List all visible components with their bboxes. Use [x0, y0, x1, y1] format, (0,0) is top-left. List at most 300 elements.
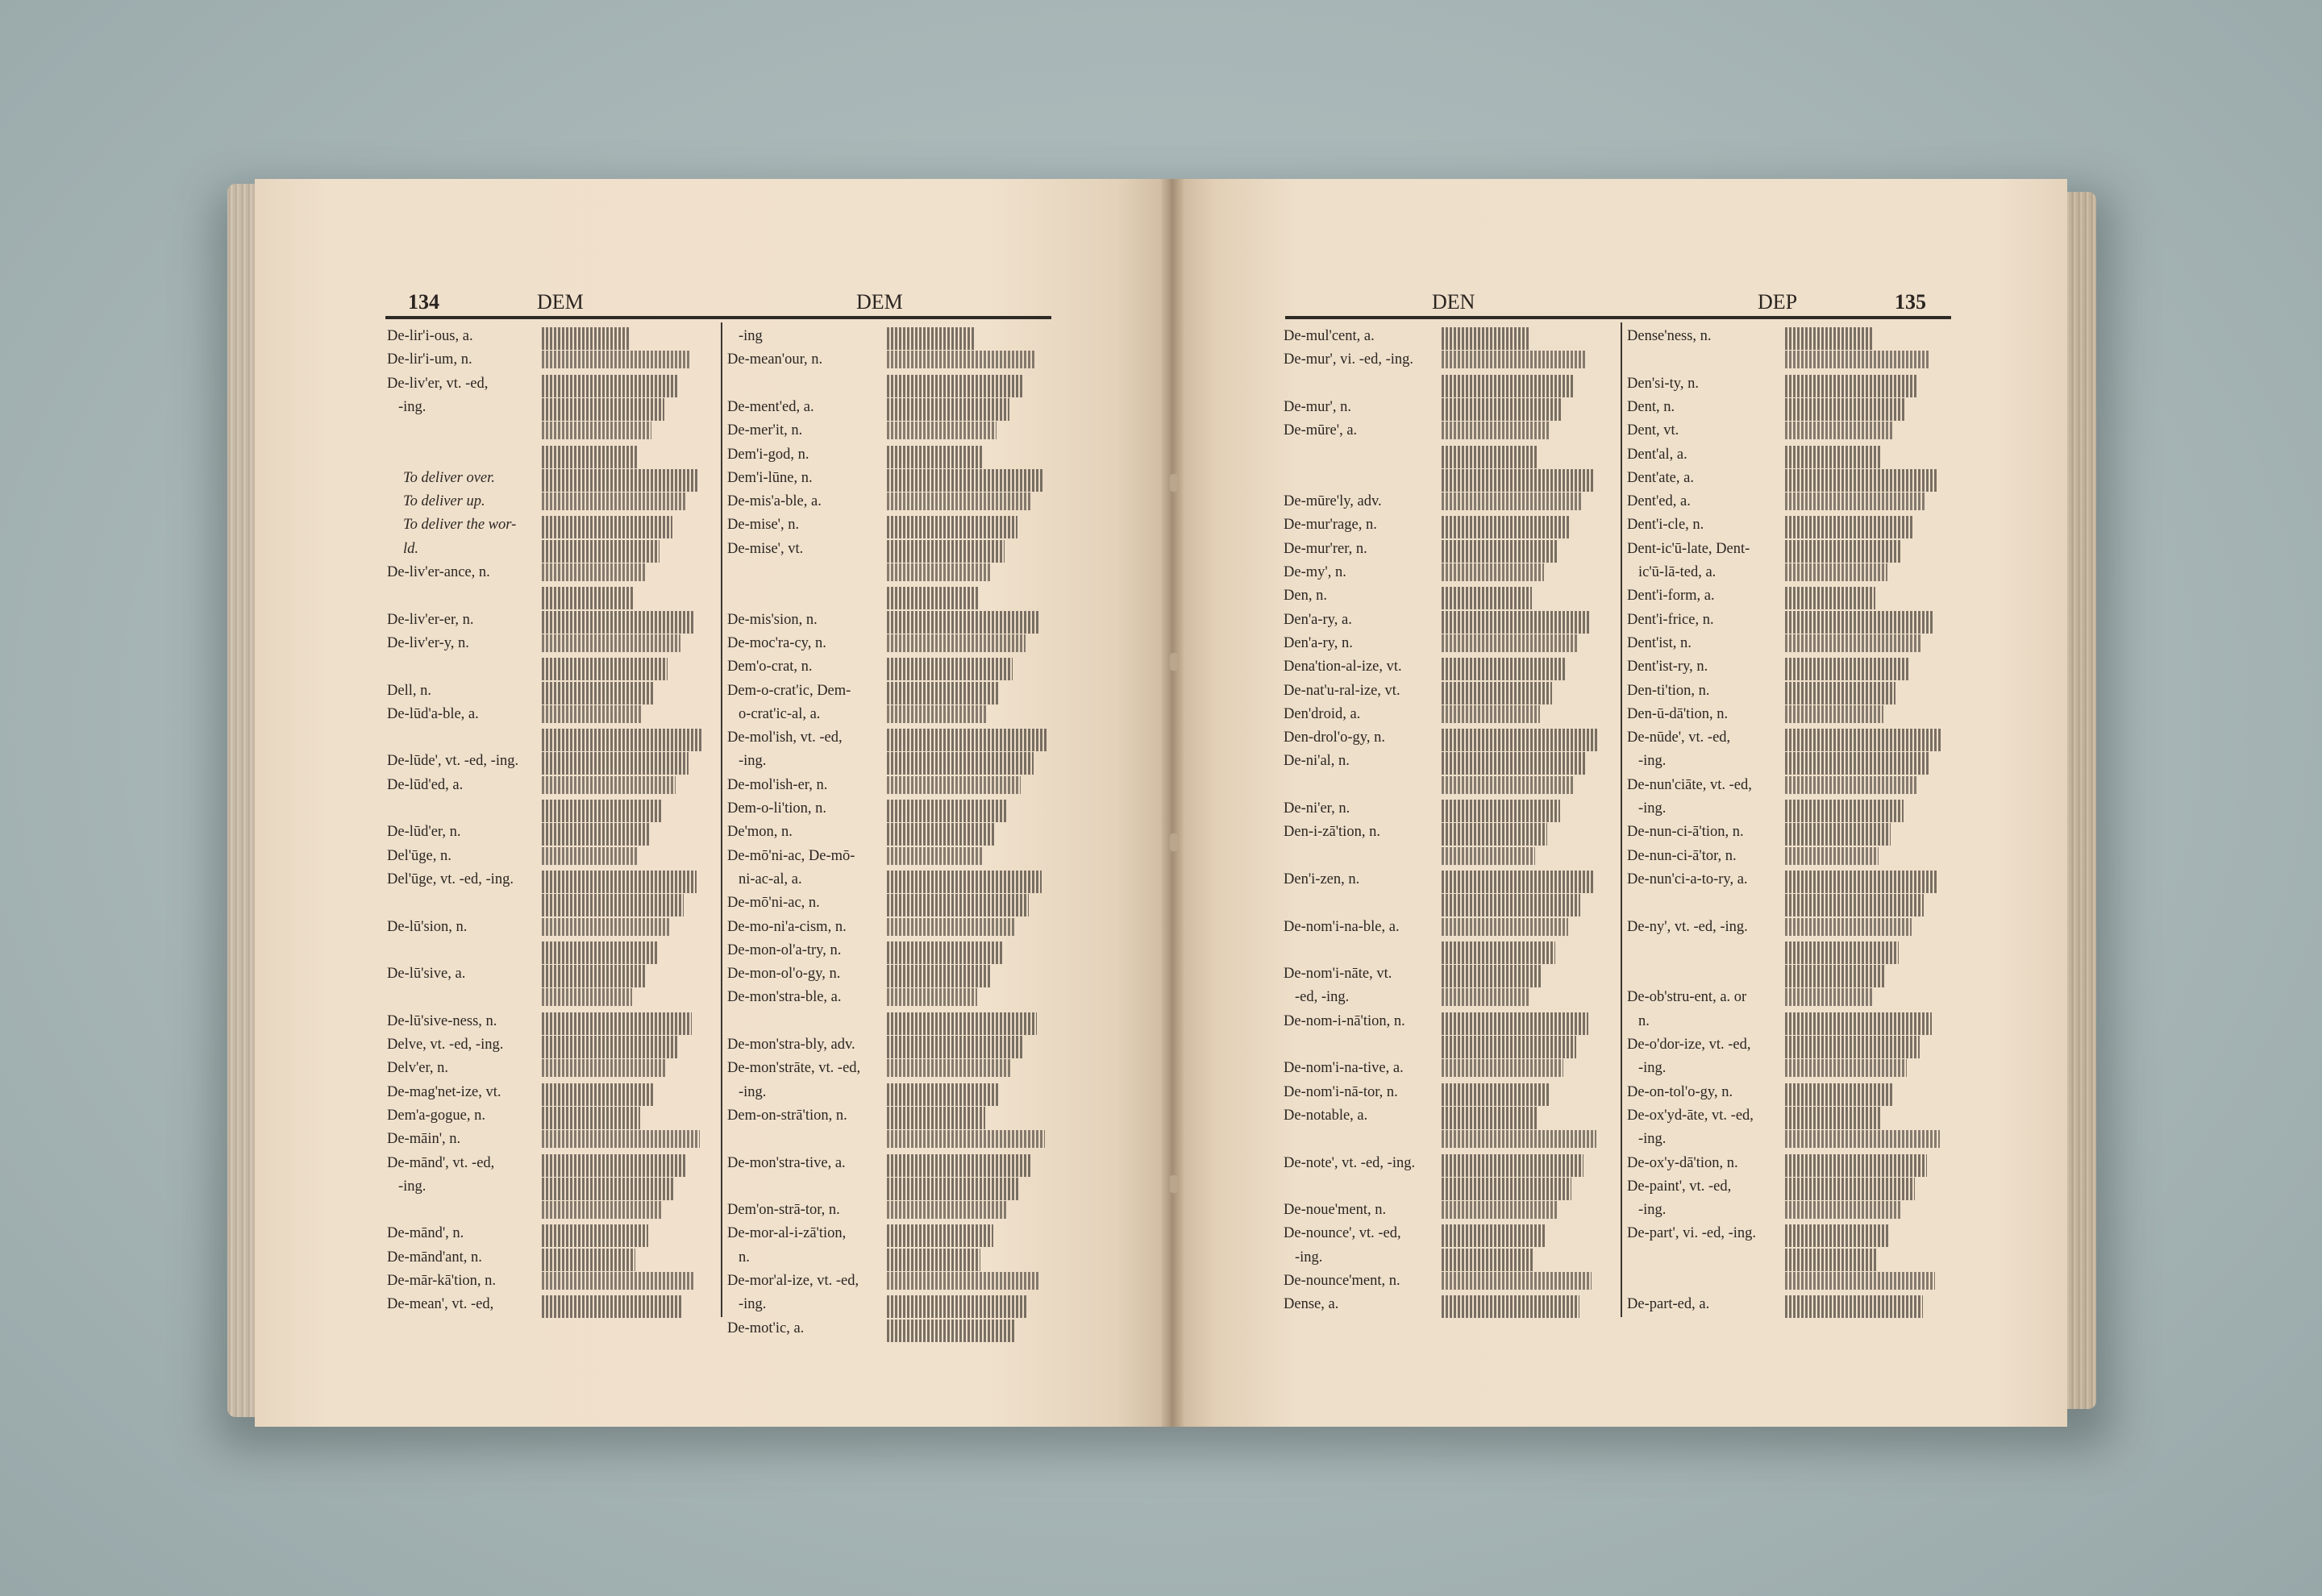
japanese-gloss-block	[1785, 516, 1913, 538]
book-gutter	[1161, 179, 1184, 1427]
headword: -ing.	[1295, 1249, 1323, 1266]
japanese-gloss-block	[887, 422, 997, 439]
headword: Dem'i-lūne, n.	[727, 469, 813, 486]
dictionary-entry	[727, 1201, 1058, 1224]
dictionary-entry	[1627, 894, 1958, 917]
headword: De-mon'strāte, vt. -ed,	[727, 1060, 861, 1077]
japanese-gloss-block	[1442, 682, 1552, 704]
header-rule-right	[1285, 316, 1951, 319]
headword: De-ni'al, n.	[1284, 753, 1350, 770]
dictionary-entry	[387, 705, 718, 729]
dictionary-entry	[387, 563, 718, 587]
dictionary-entry	[1284, 634, 1614, 658]
japanese-gloss-block	[1785, 398, 1905, 421]
headword: -ing.	[398, 1178, 427, 1195]
japanese-gloss-block	[1442, 729, 1598, 751]
japanese-gloss-block	[1785, 965, 1886, 987]
headword: Den, n.	[1284, 588, 1327, 605]
dictionary-entry	[727, 658, 1058, 681]
headword: n.	[1638, 1012, 1650, 1029]
dictionary-entry	[1284, 941, 1614, 965]
japanese-gloss-block	[542, 422, 651, 439]
japanese-gloss-block	[1785, 1224, 1889, 1247]
dictionary-entry	[387, 446, 718, 469]
japanese-gloss-block	[887, 1059, 1011, 1077]
dictionary-entry	[387, 1154, 718, 1178]
dictionary-entry	[1284, 587, 1614, 610]
dictionary-entry	[727, 800, 1058, 823]
dictionary-entry	[387, 1178, 718, 1201]
dictionary-entry	[1284, 1130, 1614, 1153]
japanese-gloss-block	[542, 1272, 695, 1290]
dictionary-entry	[727, 516, 1058, 539]
japanese-gloss-block	[542, 1083, 653, 1106]
headword: De-lūd'er, n.	[387, 824, 461, 841]
dictionary-entry	[727, 1154, 1058, 1178]
dictionary-entry	[1627, 1178, 1958, 1201]
dictionary-entry	[387, 800, 718, 823]
dictionary-entry	[727, 1320, 1058, 1343]
japanese-gloss-block	[1442, 469, 1595, 492]
dictionary-entry	[1284, 563, 1614, 587]
dictionary-entry	[1284, 776, 1614, 800]
japanese-gloss-block	[887, 918, 1016, 936]
japanese-gloss-block	[542, 894, 684, 916]
headword: De-mō'ni-ac, n.	[727, 895, 820, 912]
dictionary-entry	[387, 1059, 718, 1083]
headword: De-ni'er, n.	[1284, 800, 1350, 817]
headword: De-mānd', vt. -ed,	[387, 1154, 495, 1171]
dictionary-entry	[1627, 1201, 1958, 1224]
headword: De-ob'stru-ent, a. or	[1627, 989, 1747, 1006]
dictionary-entry	[1284, 1201, 1614, 1224]
dictionary-entry	[727, 1224, 1058, 1248]
japanese-gloss-block	[542, 375, 677, 397]
headword: De-mānd'ant, n.	[387, 1249, 482, 1266]
column-divider-left	[721, 322, 722, 1317]
dictionary-entry	[1284, 871, 1614, 894]
headword: -ing.	[739, 1083, 767, 1100]
japanese-gloss-block	[887, 682, 1000, 704]
japanese-gloss-block	[1442, 398, 1562, 421]
running-head-center-right: DEN	[1432, 290, 1475, 314]
headword: ni-ac-al, a.	[739, 871, 802, 887]
japanese-gloss-block	[1442, 493, 1582, 510]
japanese-gloss-block	[1785, 1178, 1915, 1200]
headword: De-mean'our, n.	[727, 351, 823, 368]
headword: De-mise', n.	[727, 517, 800, 534]
dictionary-entry	[727, 894, 1058, 917]
japanese-gloss-block	[542, 1249, 635, 1271]
japanese-gloss-block	[887, 1295, 1027, 1318]
japanese-gloss-block	[887, 800, 1008, 822]
dictionary-entry	[1627, 469, 1958, 493]
dictionary-entry	[1284, 422, 1614, 445]
japanese-gloss-block	[1442, 634, 1578, 652]
headword: De-mon'stra-ble, a.	[727, 989, 842, 1006]
headword: Den'droid, a.	[1284, 705, 1361, 722]
japanese-gloss-block	[1785, 658, 1908, 680]
japanese-gloss-block	[1442, 752, 1585, 775]
dictionary-entry	[1284, 1272, 1614, 1295]
japanese-gloss-block	[542, 800, 663, 822]
dictionary-entry	[1627, 1272, 1958, 1295]
japanese-gloss-block	[1785, 634, 1921, 652]
column-divider-right	[1621, 322, 1622, 1317]
headword: De-nun-ci-ā'tor, n.	[1627, 847, 1737, 864]
japanese-gloss-block	[1442, 1059, 1563, 1077]
headword: De-my', n.	[1284, 564, 1346, 580]
dictionary-entry	[387, 847, 718, 871]
japanese-gloss-block	[1442, 1012, 1588, 1035]
dictionary-entry	[727, 752, 1058, 775]
dictionary-entry	[387, 1130, 718, 1153]
headword: n.	[739, 1249, 750, 1266]
dictionary-entry	[727, 493, 1058, 516]
dictionary-entry	[387, 823, 718, 846]
headword: Dem-o-li'tion, n.	[727, 800, 827, 817]
headword: Dent'ist-ry, n.	[1627, 659, 1708, 675]
headword: De-liv'er-er, n.	[387, 611, 474, 628]
japanese-gloss-block	[542, 682, 655, 704]
headword: De-mis'a-ble, a.	[727, 493, 822, 510]
japanese-gloss-block	[1442, 1249, 1533, 1271]
japanese-gloss-block	[542, 540, 660, 563]
dictionary-entry	[1627, 871, 1958, 894]
running-head-center-left: DEM	[856, 290, 903, 314]
japanese-gloss-block	[887, 823, 995, 846]
headword: De-mūre'ly, adv.	[1284, 493, 1382, 510]
japanese-gloss-block	[887, 634, 1026, 652]
dictionary-entry	[387, 493, 718, 516]
dictionary-entry	[1627, 1249, 1958, 1272]
headword: Dem'a-gogue, n.	[387, 1107, 486, 1124]
dictionary-entry	[1627, 1036, 1958, 1059]
dictionary-entry	[1627, 1154, 1958, 1178]
headword: De-mānd', n.	[387, 1225, 464, 1242]
japanese-gloss-block	[1785, 351, 1930, 368]
japanese-gloss-block	[1785, 800, 1904, 822]
japanese-gloss-block	[1785, 1130, 1940, 1148]
dictionary-entry	[1627, 752, 1958, 775]
headword: De-notable, a.	[1284, 1107, 1368, 1124]
japanese-gloss-block	[1442, 351, 1587, 368]
headword: Dem-on-strā'tion, n.	[727, 1107, 847, 1124]
dictionary-entry	[1284, 1224, 1614, 1248]
japanese-gloss-block	[1785, 1083, 1894, 1106]
dictionary-entry	[387, 871, 718, 894]
headword: Dent, vt.	[1627, 422, 1679, 439]
japanese-gloss-block	[887, 965, 990, 987]
dictionary-entry	[727, 1249, 1058, 1272]
headword: De-mean', vt. -ed,	[387, 1296, 494, 1313]
headword: To deliver over.	[403, 469, 495, 486]
headword: Dent'i-cle, n.	[1627, 517, 1704, 534]
japanese-gloss-block	[887, 847, 982, 865]
japanese-gloss-block	[542, 634, 680, 652]
dictionary-entry	[1627, 540, 1958, 563]
headword: To deliver up.	[403, 493, 485, 510]
japanese-gloss-block	[1785, 705, 1883, 723]
japanese-gloss-block	[1785, 1154, 1927, 1177]
japanese-gloss-block	[1785, 871, 1937, 893]
japanese-gloss-block	[1785, 446, 1880, 468]
headword: Dent'i-frice, n.	[1627, 611, 1714, 628]
binding-stitch	[1170, 653, 1178, 671]
japanese-gloss-block	[542, 941, 658, 964]
dictionary-entry	[1627, 1059, 1958, 1083]
dictionary-entry	[1284, 988, 1614, 1012]
dictionary-entry	[387, 894, 718, 917]
japanese-gloss-block	[542, 446, 639, 468]
japanese-gloss-block	[1442, 1107, 1538, 1129]
japanese-gloss-block	[542, 1059, 666, 1077]
dictionary-entry	[727, 1295, 1058, 1319]
japanese-gloss-block	[1785, 752, 1929, 775]
dictionary-entry	[1627, 682, 1958, 705]
dictionary-entry	[1627, 1224, 1958, 1248]
running-head-left: DEM	[537, 290, 584, 314]
japanese-gloss-block	[1442, 800, 1560, 822]
dictionary-entry	[387, 1012, 718, 1036]
headword: Den'a-ry, n.	[1284, 634, 1353, 651]
headword: Dent, n.	[1627, 398, 1675, 415]
japanese-gloss-block	[542, 705, 642, 723]
dictionary-entry	[727, 446, 1058, 469]
headword: De-ox'y-dā'tion, n.	[1627, 1154, 1738, 1171]
headword: De-lūde', vt. -ed, -ing.	[387, 753, 519, 770]
japanese-gloss-block	[1442, 516, 1570, 538]
headword: -ing.	[1638, 1202, 1667, 1219]
japanese-gloss-block	[1785, 587, 1875, 609]
headword: De-mor'al-ize, vt. -ed,	[727, 1273, 859, 1289]
dictionary-entry	[387, 752, 718, 775]
headword: De-ny', vt. -ed, -ing.	[1627, 918, 1748, 935]
headword: De-mo-ni'a-cism, n.	[727, 918, 847, 935]
dictionary-entry	[387, 1107, 718, 1130]
japanese-gloss-block	[887, 1320, 1014, 1342]
japanese-gloss-block	[542, 398, 664, 421]
dictionary-entry	[1284, 351, 1614, 374]
dictionary-entry	[387, 658, 718, 681]
headword: De-nūde', vt. -ed,	[1627, 729, 1731, 746]
japanese-gloss-block	[1442, 776, 1573, 794]
dictionary-entry	[1284, 918, 1614, 941]
dictionary-entry	[1284, 446, 1614, 469]
dictionary-entry	[1627, 375, 1958, 398]
dictionary-entry	[1627, 446, 1958, 469]
japanese-gloss-block	[1785, 1272, 1935, 1290]
japanese-gloss-block	[887, 587, 979, 609]
headword: Den'i-zen, n.	[1284, 871, 1360, 887]
headword: -ing.	[398, 398, 427, 415]
japanese-gloss-block	[1442, 1224, 1546, 1247]
japanese-gloss-block	[542, 988, 632, 1006]
dictionary-entry	[1284, 611, 1614, 634]
headword: De-mon'stra-bly, adv.	[727, 1037, 855, 1053]
headword: -ing.	[1638, 753, 1667, 770]
headword: De-moc'ra-cy, n.	[727, 634, 826, 651]
japanese-gloss-block	[542, 1107, 640, 1129]
japanese-gloss-block	[542, 658, 668, 680]
headword: De-mer'it, n.	[727, 422, 803, 439]
dictionary-entry	[727, 965, 1058, 988]
page-number-right: 135	[1895, 290, 1926, 314]
dictionary-entry	[727, 1012, 1058, 1036]
japanese-gloss-block	[542, 965, 645, 987]
headword: De-paint', vt. -ed,	[1627, 1178, 1732, 1195]
japanese-gloss-block	[1785, 941, 1899, 964]
dictionary-entry	[1627, 422, 1958, 445]
japanese-gloss-block	[542, 776, 676, 794]
japanese-gloss-block	[887, 1083, 998, 1106]
japanese-gloss-block	[1785, 894, 1924, 916]
headword: De-mon-ol'a-try, n.	[727, 941, 842, 958]
headword: De-mūre', a.	[1284, 422, 1358, 439]
binding-stitch	[1170, 1175, 1178, 1193]
dictionary-entry	[387, 941, 718, 965]
dictionary-entry	[727, 705, 1058, 729]
dictionary-entry	[387, 682, 718, 705]
headword: Dent'ist, n.	[1627, 634, 1692, 651]
japanese-gloss-block	[887, 776, 1021, 794]
headword: De-mur'rer, n.	[1284, 540, 1367, 557]
japanese-gloss-block	[1785, 469, 1938, 492]
japanese-gloss-block	[1442, 871, 1593, 893]
headword: -ed, -ing.	[1295, 989, 1350, 1006]
dictionary-entry	[387, 634, 718, 658]
japanese-gloss-block	[887, 1201, 1006, 1219]
headword: De-mor-al-i-zā'tion,	[727, 1225, 847, 1242]
japanese-gloss-block	[887, 1178, 1019, 1200]
headword: Del'ūge, vt. -ed, -ing.	[387, 871, 514, 887]
japanese-gloss-block	[887, 729, 1047, 751]
japanese-gloss-block	[1785, 540, 1900, 563]
dictionary-entry	[1627, 398, 1958, 422]
dictionary-entry	[387, 469, 718, 493]
headword: De-mur', n.	[1284, 398, 1351, 415]
headword: De-part', vi. -ed, -ing.	[1627, 1225, 1757, 1242]
headword: ld.	[403, 540, 419, 557]
dictionary-entry	[1627, 493, 1958, 516]
headword: Den'si-ty, n.	[1627, 375, 1699, 392]
japanese-gloss-block	[1442, 823, 1547, 846]
headword: De-o'dor-ize, vt. -ed,	[1627, 1037, 1751, 1053]
headword: De-ox'yd-āte, vt. -ed,	[1627, 1107, 1754, 1124]
headword: Delv'er, n.	[387, 1060, 449, 1077]
dictionary-entry	[727, 729, 1058, 752]
dictionary-entry	[727, 871, 1058, 894]
japanese-gloss-block	[542, 469, 698, 492]
dictionary-entry	[727, 847, 1058, 871]
dictionary-entry	[387, 398, 718, 422]
japanese-gloss-block	[542, 351, 690, 368]
japanese-gloss-block	[887, 1154, 1032, 1177]
headword: De-mot'ic, a.	[727, 1320, 805, 1336]
right-page-column-1	[1284, 327, 1614, 1319]
dictionary-entry	[1627, 1130, 1958, 1153]
japanese-gloss-block	[1442, 918, 1568, 936]
headword: Dent'al, a.	[1627, 446, 1687, 463]
japanese-gloss-block	[1442, 658, 1565, 680]
dictionary-entry	[1627, 776, 1958, 800]
headword: De-on-tol'o-gy, n.	[1627, 1083, 1733, 1100]
dictionary-entry	[1284, 1107, 1614, 1130]
dictionary-entry	[727, 351, 1058, 374]
dictionary-entry	[727, 398, 1058, 422]
dictionary-entry	[387, 516, 718, 539]
japanese-gloss-block	[542, 493, 685, 510]
japanese-gloss-block	[542, 563, 647, 581]
japanese-gloss-block	[1442, 1201, 1558, 1219]
japanese-gloss-block	[1785, 1249, 1877, 1271]
japanese-gloss-block	[1442, 965, 1542, 987]
headword: ic'ū-lā-ted, a.	[1638, 564, 1717, 580]
japanese-gloss-block	[1785, 493, 1925, 510]
japanese-gloss-block	[887, 540, 1005, 563]
headword: Den-ū-dā'tion, n.	[1627, 705, 1729, 722]
dictionary-entry	[1627, 658, 1958, 681]
dictionary-entry	[387, 918, 718, 941]
dictionary-entry	[727, 1130, 1058, 1153]
japanese-gloss-block	[542, 1201, 661, 1219]
japanese-gloss-block	[887, 611, 1038, 634]
right-page-edges	[2064, 192, 2096, 1409]
headword: De-mul'cent, a.	[1284, 328, 1375, 344]
headword: De-māin', n.	[387, 1131, 461, 1148]
dictionary-entry	[1284, 800, 1614, 823]
headword: De-mur', vi. -ed, -ing.	[1284, 351, 1414, 368]
japanese-gloss-block	[542, 1224, 648, 1247]
dictionary-entry	[1284, 1178, 1614, 1201]
japanese-gloss-block	[887, 871, 1042, 893]
japanese-gloss-block	[542, 611, 693, 634]
headword: De-liv'er-y, n.	[387, 634, 469, 651]
dictionary-entry	[727, 918, 1058, 941]
dictionary-entry	[387, 587, 718, 610]
dictionary-entry	[727, 611, 1058, 634]
dictionary-entry	[727, 422, 1058, 445]
left-page-column-1	[387, 327, 718, 1319]
dictionary-entry	[727, 1083, 1058, 1107]
headword: De-lūd'ed, a.	[387, 776, 464, 793]
japanese-gloss-block	[1442, 1272, 1592, 1290]
dictionary-entry	[1284, 516, 1614, 539]
japanese-gloss-block	[1442, 375, 1575, 397]
dictionary-entry	[387, 1036, 718, 1059]
headword: De-nun'ci-a-to-ry, a.	[1627, 871, 1748, 887]
headword: -ing.	[1638, 800, 1667, 817]
dictionary-entry	[727, 375, 1058, 398]
japanese-gloss-block	[887, 563, 992, 581]
dictionary-entry	[387, 611, 718, 634]
dictionary-entry	[387, 540, 718, 563]
japanese-gloss-block	[1442, 988, 1530, 1006]
dictionary-entry	[1284, 1083, 1614, 1107]
dictionary-entry	[1627, 351, 1958, 374]
headword: Dena'tion-al-ize, vt.	[1284, 659, 1402, 675]
japanese-gloss-block	[542, 752, 689, 775]
japanese-gloss-block	[887, 469, 1043, 492]
japanese-gloss-block	[1442, 705, 1540, 723]
dictionary-entry	[727, 563, 1058, 587]
headword: De-nom-i-nā'tion, n.	[1284, 1012, 1405, 1029]
japanese-gloss-block	[887, 1130, 1045, 1148]
dictionary-entry	[1627, 705, 1958, 729]
japanese-gloss-block	[542, 918, 671, 936]
page-number-left: 134	[408, 290, 439, 314]
dictionary-entry	[387, 965, 718, 988]
